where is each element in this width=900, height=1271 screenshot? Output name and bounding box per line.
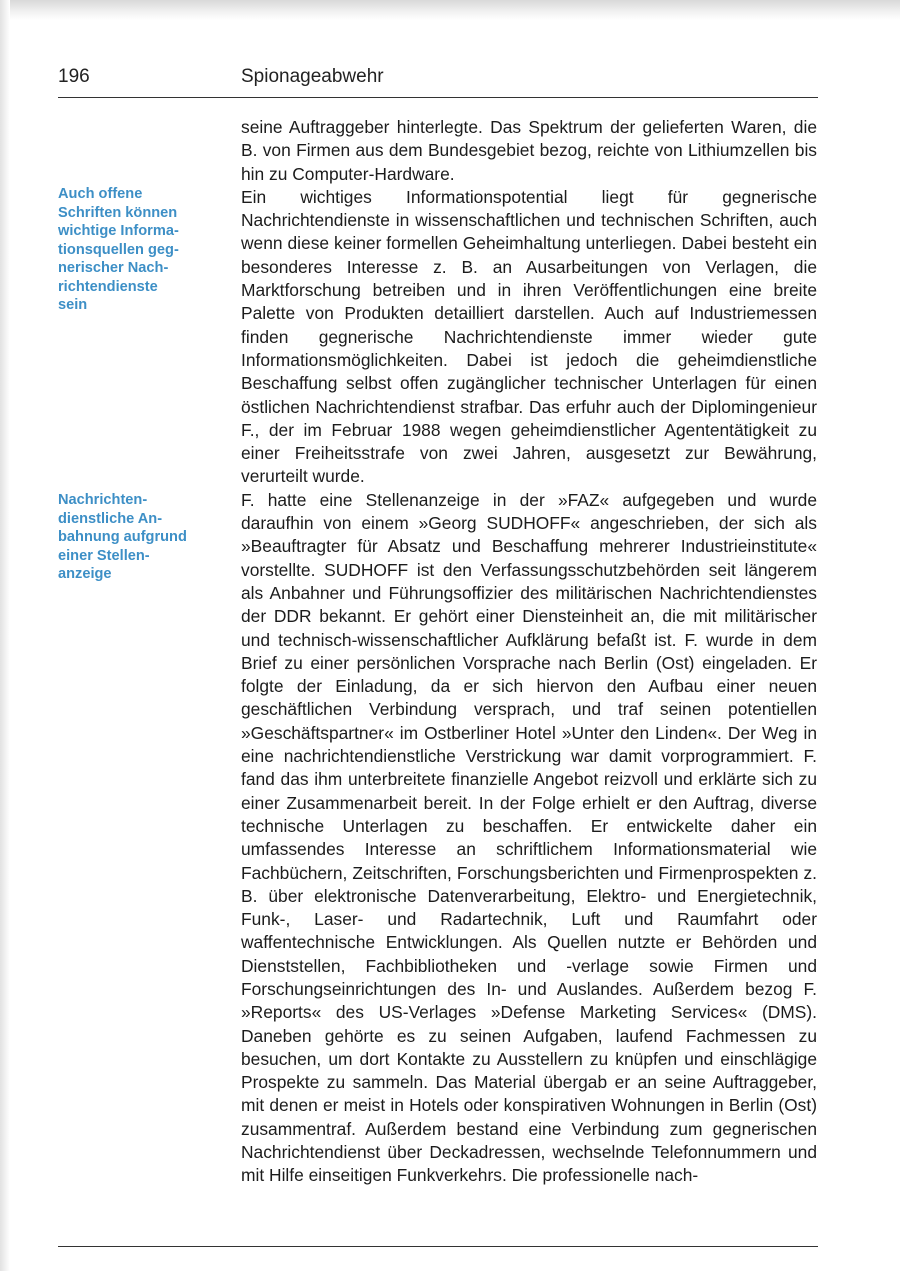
header-rule xyxy=(58,97,818,98)
running-title: Spionageabwehr xyxy=(241,66,384,87)
scan-edge-left xyxy=(0,0,10,1271)
paragraph: seine Auftraggeber hinterlegte. Das Spektrum der gelieferten Waren, die B. von Firmen aus dem Bundesgebiet bezog, reichte von Lithiumzellen bis hin zu Computer-Hardware. xyxy=(241,117,817,184)
margin-note-job-advert: Nachrichten- dienstliche An- bahnung aufgrund einer Stellen- anzeige xyxy=(58,492,187,582)
footer-rule xyxy=(58,1246,818,1247)
paragraph: Ein wichtiges Informationspotential liegt für gegnerische Nachrichtendienste in wissenschaftlichen und technischen Schriften, auch wenn diese keiner formellen Geheimhaltung unterliegen. Dabei besteht ein besonderes Interesse z. B. an Ausarbeitungen von Verlagen, die Marktforschung betreiben und in ihren Veröffentlichungen eine breite Palette von Produkten detailliert darstellen. Auch auf Industriemessen finden gegnerische Nachrichtendienste immer wieder gute Informationsmöglichkeiten. Dabei ist jedoch die geheimdienstliche Beschaffung selbst offen zugänglicher technischer Unterlagen für einen östlichen Nachrichtendienst strafbar. Das erfuhr auch der Diplomingenieur F., der im Februar 1988 wegen geheimdienstlicher Agententätigkeit zu einer Freiheitsstrafe von zwei Jahren, ausgesetzt zur Bewährung, verurteilt wurde. xyxy=(241,186,817,487)
margin-note-open-sources: Auch offene Schriften können wichtige Informa- tionsquellen geg- nerischer Nach- richtendienste sein xyxy=(58,186,179,313)
page-header xyxy=(58,66,818,92)
page-number: 196 xyxy=(58,66,90,87)
scan-edge-top xyxy=(0,0,900,20)
body-text xyxy=(241,116,817,1188)
paragraph: F. hatte eine Stellenanzeige in der »FAZ« aufgegeben und wurde daraufhin von einem »Georg SUDHOFF« angeschrieben, der sich als »Beauftragter für Absatz und Beschaffung mehrerer Industrieinstitute« vorstellte. SUDHOFF ist den Verfassungsschutzbehörden seit längerem als Anbahner und Führungsoffizier des militärischen Nachrichtendienstes der DDR bekannt. Er gehört einer Diensteinheit an, die mit militärischer und technisch-wissenschaftlicher Aufklärung befaßt ist. F. wurde in dem Brief zu einer persönlichen Vorsprache nach Berlin (Ost) eingeladen. Er folgte der Einladung, da er sich hiervon den Aufbau einer neuen geschäftlichen Verbindung versprach, und traf seinen potentiellen »Geschäftspartner« im Ostberliner Hotel »Unter den Linden«. Der Weg in eine nachrichtendienstliche Verstrickung war damit vorprogrammiert. F. fand das ihm unterbreitete finanzielle Angebot reizvoll und erklärte sich zu einer Zusammenarbeit bereit. In der Folge erhielt er den Auftrag, diverse technische Unterlagen zu beschaffen. Er entwickelte daher ein umfassendes Interesse an schriftlichem Informationsmaterial wie Fachbüchern, Zeitschriften, Forschungsberichten und Firmenprospekten z. B. über elektronische Datenverarbeitung, Elektro- und Energietechnik, Funk-, Laser- und Radartechnik, Luft und Raumfahrt oder waffentechnische Entwicklungen. Als Quellen nutzte er Behörden und Dienststellen, Fachbibliotheken und -verlage sowie Firmen und Forschungseinrichtungen des In- und Auslandes. Außerdem bezog F. »Reports« des US-Verlages »Defense Marketing Services« (DMS). Daneben gehörte es zu seinen Aufgaben, laufend Fachmessen zu besuchen, um dort Kontakte zu Ausstellern zu knüpfen und einschlägige Prospekte zu sammeln. Das Material übergab er an seine Auftraggeber, mit denen er meist in Hotels oder konspirativen Wohnungen in Berlin (Ost) zusammentraf. Außerdem bestand eine Verbindung zum gegnerischen Nachrichtendienst über Deckadressen, wechselnde Telefonnummern und mit Hilfe einseitigen Funkverkehrs. Die professionelle nach- xyxy=(241,489,817,1186)
